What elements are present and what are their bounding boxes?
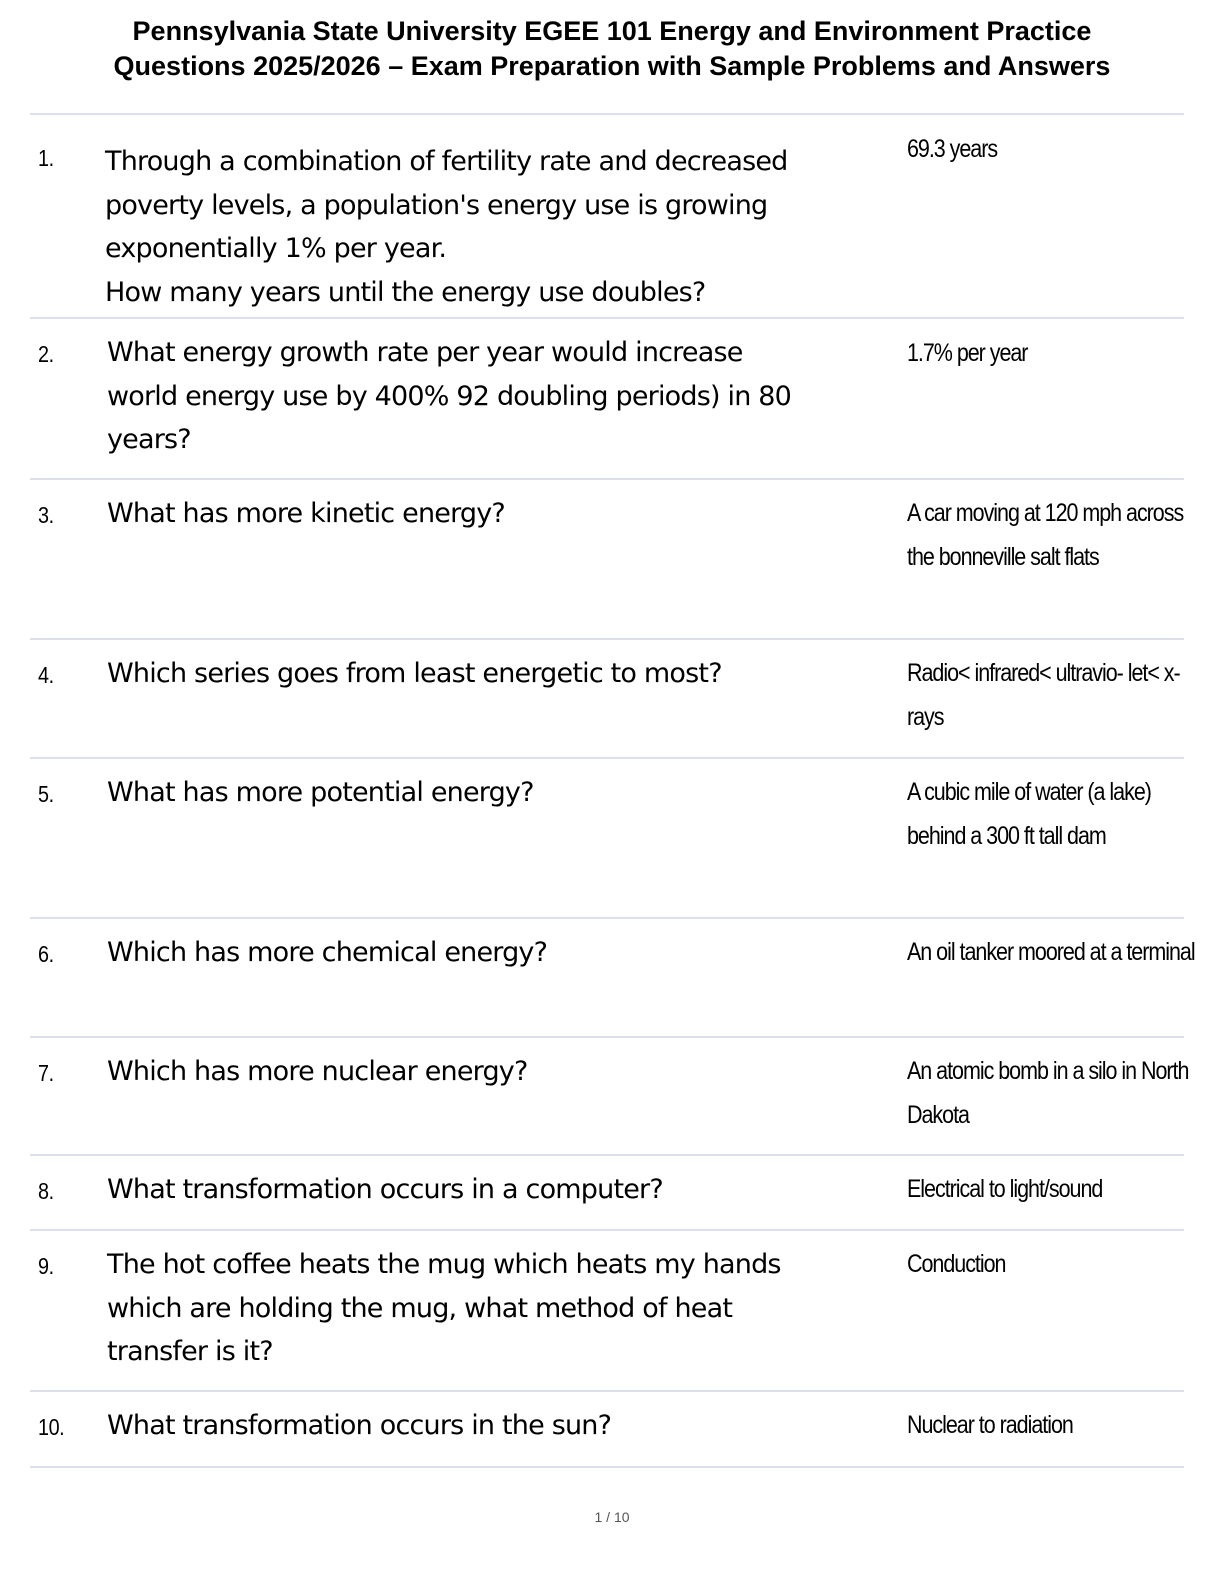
question-number: 8. bbox=[38, 1178, 54, 1204]
answer-text: 69.3 years bbox=[907, 135, 998, 163]
answer-text: Nuclear to radiation bbox=[907, 1411, 1073, 1439]
question-text: What energy growth rate per year would increase world energy use by 400% 92 doubling periods) in 80 years? bbox=[107, 337, 792, 455]
question-number: 4. bbox=[38, 662, 54, 688]
question-number: 1. bbox=[38, 145, 54, 171]
answer-text: A cubic mile of water (a lake) behind a 300 ft tall dam bbox=[907, 778, 1151, 850]
question-row-6 bbox=[30, 919, 1195, 1038]
question-row-5 bbox=[30, 759, 1184, 919]
question-text: Through a combination of fertility rate and decreased poverty levels, a population's energy use is growing exponentially 1% per year. How many years until the energy use doubles? bbox=[105, 146, 788, 308]
question-text: Which has more chemical energy? bbox=[107, 937, 548, 968]
question-text: Which has more nuclear energy? bbox=[107, 1056, 528, 1087]
question-text: What transformation occurs in a computer? bbox=[107, 1174, 663, 1205]
question-number: 2. bbox=[38, 341, 54, 367]
question-row-10 bbox=[30, 1392, 1184, 1468]
question-text: What has more kinetic energy? bbox=[107, 498, 505, 529]
answer-text: Radio< infrared< ultravio- let< x-rays bbox=[907, 659, 1180, 731]
question-text: What has more potential energy? bbox=[107, 777, 534, 808]
question-row-7 bbox=[30, 1038, 1189, 1156]
question-number: 9. bbox=[38, 1253, 54, 1279]
question-text: Which series goes from least energetic to most? bbox=[107, 658, 722, 689]
question-number: 10. bbox=[38, 1414, 65, 1440]
question-row-4 bbox=[30, 640, 1184, 759]
question-text: The hot coffee heats the mug which heats my hands which are holding the mug, what method of heat transfer is it? bbox=[107, 1249, 781, 1367]
question-number: 6. bbox=[38, 941, 54, 967]
answer-text: An oil tanker moored at a terminal bbox=[907, 938, 1195, 966]
answer-text: Electrical to light/sound bbox=[907, 1175, 1103, 1203]
question-number: 3. bbox=[38, 502, 54, 528]
answer-text: An atomic bomb in a silo in North Dakota bbox=[907, 1057, 1189, 1129]
document-title-line-2: Questions 2025/2026 – Exam Preparation with Sample Problems and Answers bbox=[113, 51, 1111, 81]
page-number: 1 / 10 bbox=[594, 1509, 630, 1525]
document-title bbox=[20, 14, 1204, 84]
document-title-line-1: Pennsylvania State University EGEE 101 Energy and Environment Practice bbox=[132, 16, 1092, 46]
question-number: 5. bbox=[38, 781, 54, 807]
answer-text: A car moving at 120 mph across the bonneville salt flats bbox=[907, 499, 1184, 571]
question-row-3 bbox=[30, 480, 1184, 640]
question-answer-list bbox=[30, 115, 1195, 1468]
question-row-8 bbox=[30, 1156, 1184, 1231]
question-row-9 bbox=[30, 1231, 1184, 1392]
answer-text: Conduction bbox=[907, 1250, 1006, 1278]
question-text: What transformation occurs in the sun? bbox=[107, 1410, 612, 1441]
question-row-1 bbox=[30, 115, 1184, 319]
answer-text: 1.7% per year bbox=[907, 339, 1028, 367]
question-row-2 bbox=[30, 319, 1184, 480]
question-number: 7. bbox=[38, 1060, 54, 1086]
